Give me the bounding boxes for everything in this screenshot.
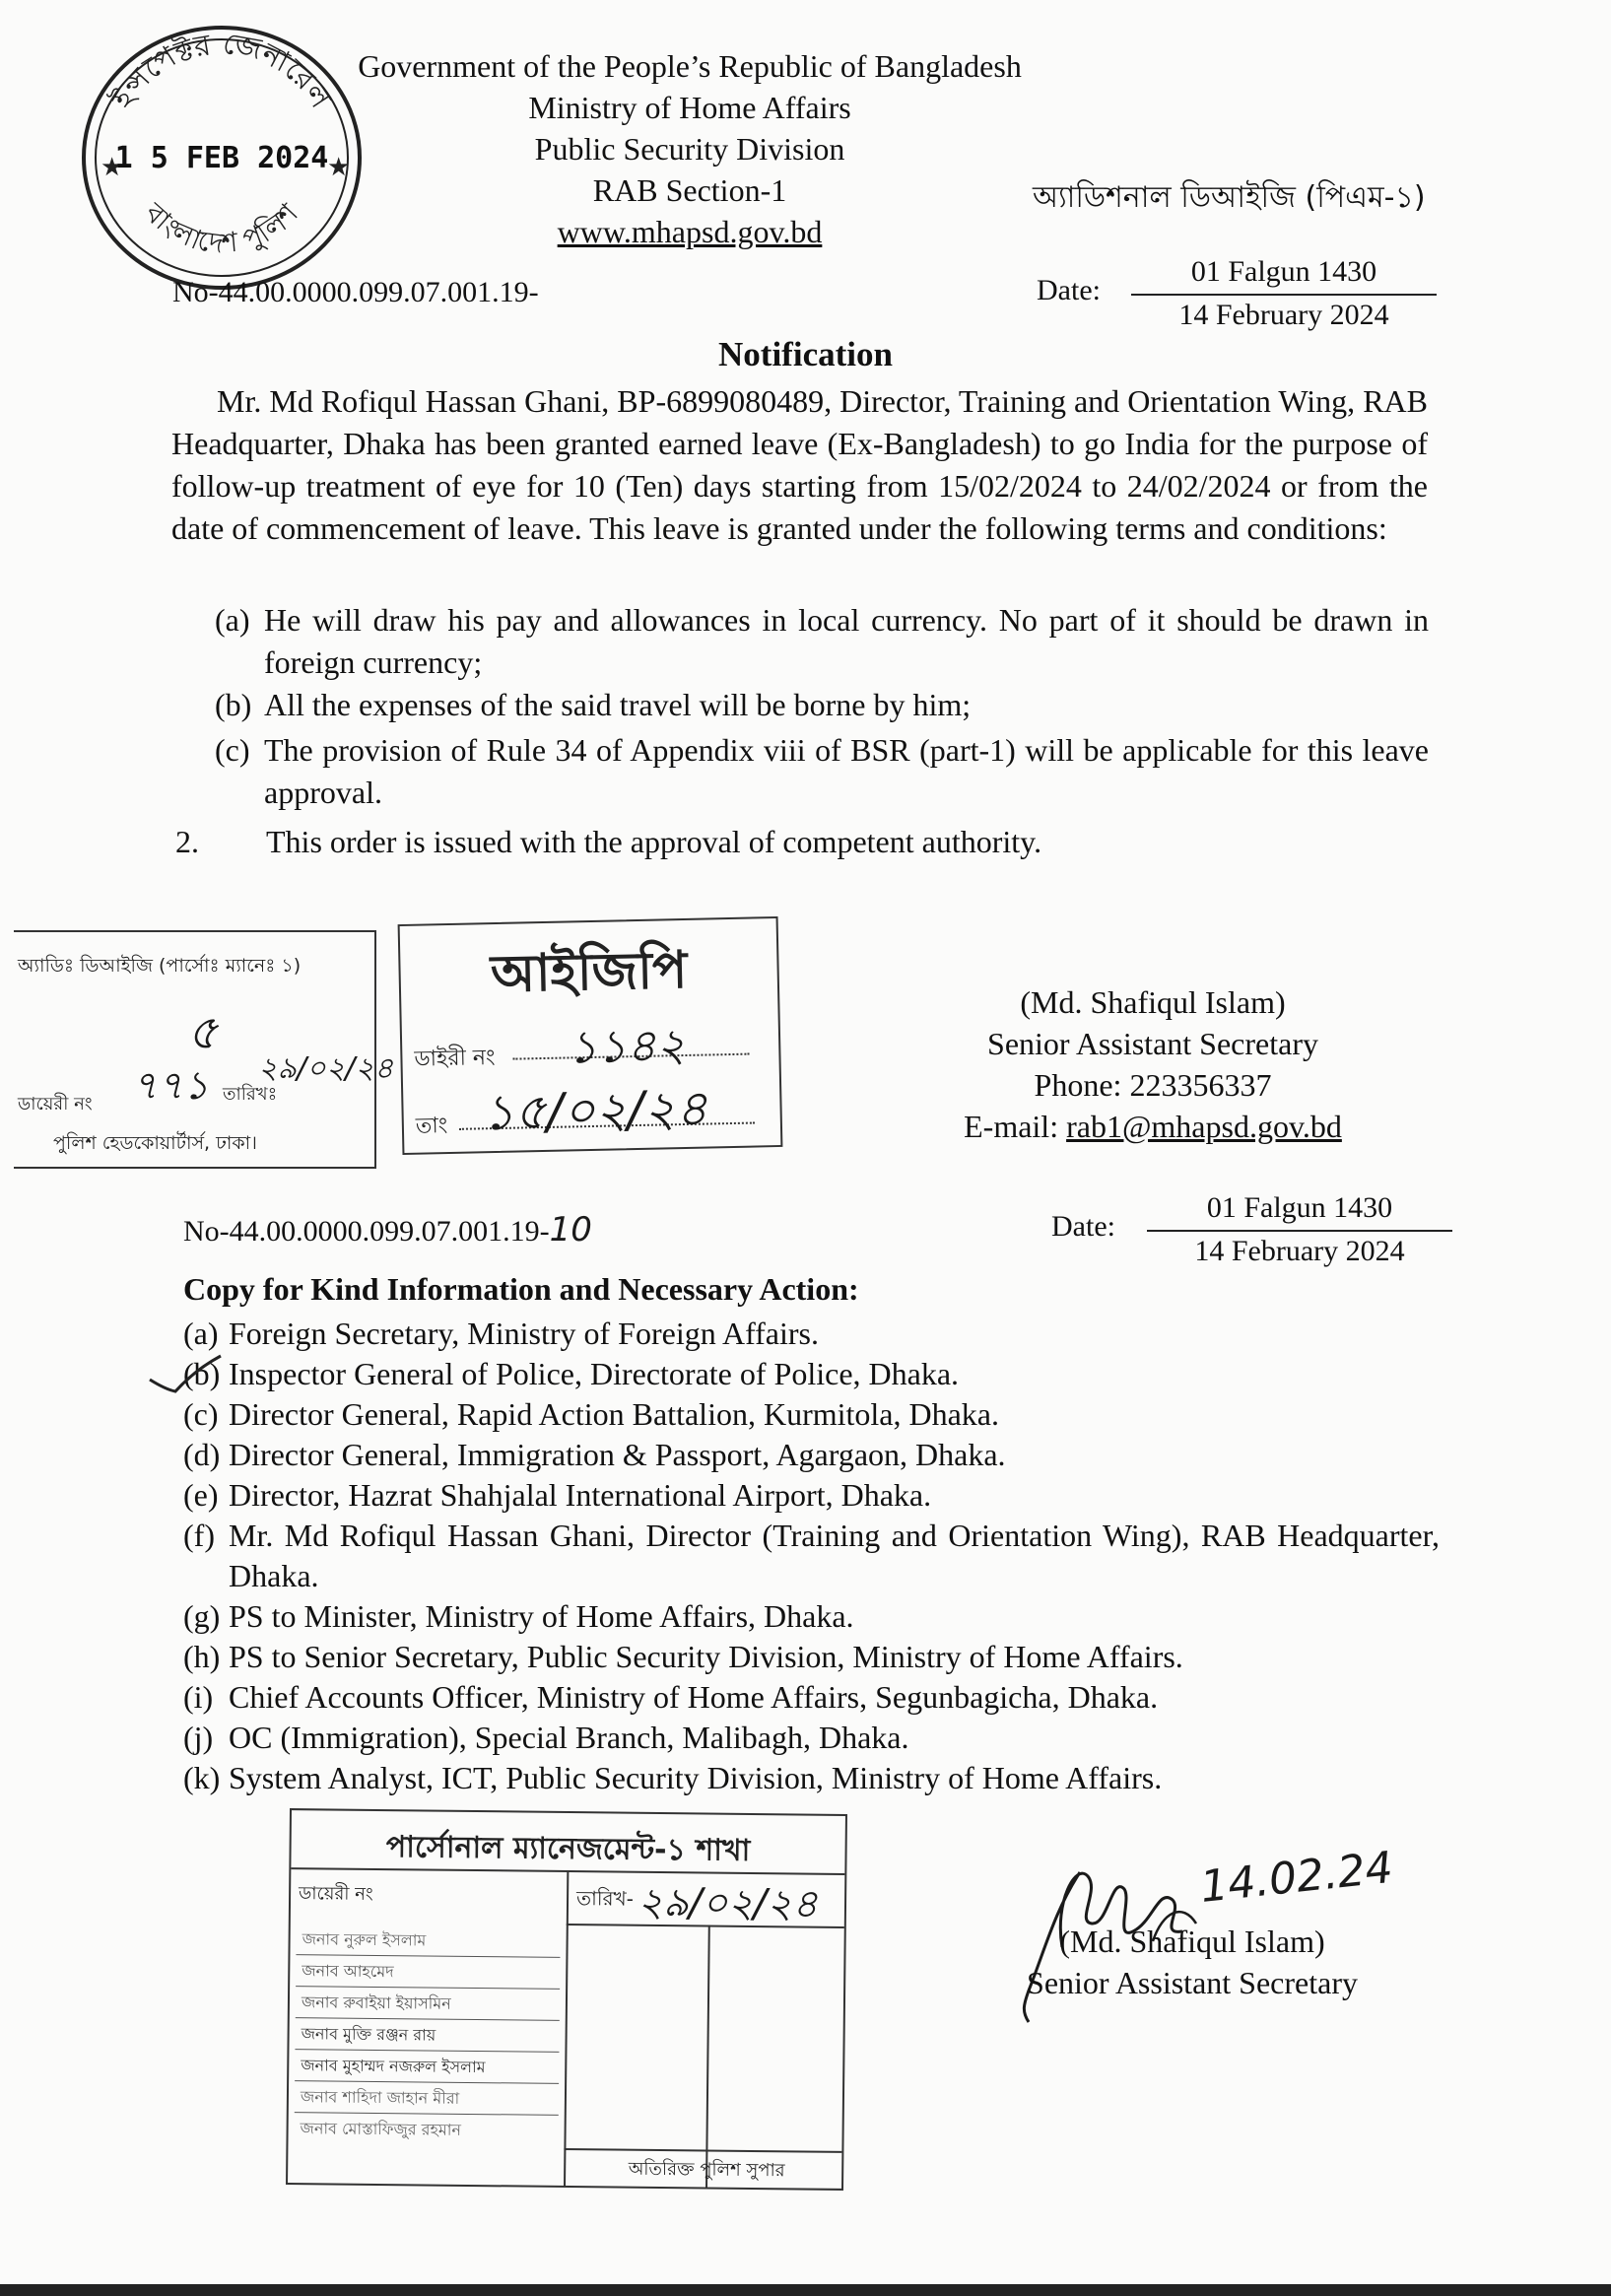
copy-item-text: Mr. Md Rofiqul Hassan Ghani, Director (Training and Orientation Wing), RAB Headquarter, Dhaka. [229, 1518, 1440, 1593]
round-stamp-date: 1 5 FEB 2024 [114, 141, 329, 175]
copy-item-label: (f) [183, 1518, 215, 1553]
header-section: RAB Section-1 [592, 172, 787, 208]
condition-label: (a) [215, 602, 250, 638]
branch-stamp [286, 1808, 847, 2191]
condition-text: He will draw his pay and allowances in local currency. No part of it should be drawn in foreign currency; [264, 602, 1429, 680]
copy-item-label: (h) [183, 1639, 221, 1674]
signatory1-designation: Senior Assistant Secretary [987, 1026, 1318, 1061]
copy-item-text: System Analyst, ICT, Public Security Division, Ministry of Home Affairs. [229, 1760, 1163, 1795]
signatory1-email-link[interactable]: rab1@mhapsd.gov.bd [1066, 1109, 1342, 1144]
header-website-wrap [345, 211, 1035, 252]
branch-stamp-divider [564, 2148, 841, 2153]
igp-stamp [398, 916, 783, 1155]
copy-list-title: Copy for Kind Information and Necessary Action: [183, 1271, 859, 1307]
memo-date [1131, 252, 1437, 335]
tick-mark-icon [146, 1350, 225, 1399]
branch-stamp-col-divider [564, 1870, 569, 2186]
igp-stamp-diary-label: ডাইরী নং [414, 1046, 496, 1072]
condition-label: (c) [215, 732, 250, 768]
copy-memo-ref [183, 1210, 592, 1249]
copy-memo-date [1147, 1188, 1452, 1271]
memo-date-english: 14 February 2024 [1178, 299, 1389, 331]
header-bangla-note: অ্যাডিশনাল ডিআইজি (পিএম-১) [1033, 180, 1426, 215]
branch-stamp-name: জনাব মুহাম্মদ নজরুল ইসলাম [301, 2056, 486, 2077]
svg-text:★: ★ [327, 153, 351, 182]
branch-stamp-diary-label: ডায়েরী নং [298, 1883, 373, 1905]
copy-item-text: Director, Hazrat Shahjalal International Airport, Dhaka. [229, 1477, 932, 1513]
branch-stamp-date: ২৯/০২/২৪ [637, 1879, 819, 1927]
copy-item-text: Director General, Rapid Action Battalion, Kurmitola, Dhaka. [229, 1396, 999, 1432]
branch-stamp-row-line [295, 2049, 559, 2053]
copy-item-text: Foreign Secretary, Ministry of Foreign Affairs. [229, 1316, 819, 1351]
igp-stamp-diary-no: ১১৪২ [567, 1017, 687, 1074]
condition-c [215, 729, 1429, 814]
branch-stamp-name: জনাব শাহিদা জাহান মীরা [300, 2087, 460, 2108]
copy-item [183, 1516, 1440, 1596]
signature-date: 14.02.24 [1197, 1842, 1396, 1913]
signatory1-email-label: E-mail: [964, 1109, 1067, 1144]
branch-stamp-date-label: তারিখ- [575, 1886, 635, 1911]
copy-item [183, 1435, 1440, 1475]
memo-date-bangla: 01 Falgun 1430 [1131, 252, 1437, 296]
scan-bottom-edge [0, 2284, 1611, 2296]
signatory1-email-row [906, 1106, 1399, 1147]
branch-stamp-row-line [295, 2080, 559, 2084]
received-stamp-diary-label: ডায়েরী নং [18, 1094, 93, 1114]
copy-item-text: PS to Minister, Ministry of Home Affairs, Dhaka. [229, 1598, 854, 1634]
copy-item [183, 1596, 1440, 1637]
header-ministry: Ministry of Home Affairs [528, 90, 851, 125]
memo-date-label: Date: [1037, 274, 1101, 306]
branch-stamp-name: জনাব নুরুল ইসলাম [302, 1929, 427, 1950]
header-website-link[interactable]: www.mhapsd.gov.bd [557, 214, 823, 249]
igp-stamp-date: ১৫/০২/২৪ [482, 1079, 708, 1142]
copy-item [183, 1394, 1440, 1435]
para2-label: 2. [175, 824, 199, 859]
branch-stamp-name: জনাব মুক্তি রঞ্জন রায় [301, 2024, 436, 2045]
condition-b [215, 684, 1429, 726]
received-stamp-left [14, 930, 394, 1169]
received-stamp-footer: পুলিশ হেডকোয়ার্টার্স, ঢাকা। [53, 1132, 257, 1154]
signatory2-designation: Senior Assistant Secretary [1027, 1965, 1358, 2000]
received-stamp-header: অ্যাডিঃ ডিআইজি (পার্সোঃ ম্যানেঃ ১) [18, 955, 302, 977]
copy-memo-date-english: 14 February 2024 [1194, 1235, 1405, 1267]
copy-item-text: OC (Immigration), Special Branch, Malibagh, Dhaka. [229, 1720, 909, 1755]
svg-text:★: ★ [101, 153, 124, 182]
copy-memo-date-label: Date: [1051, 1210, 1115, 1243]
copy-item-label: (g) [183, 1598, 221, 1634]
copy-memo-date-bangla: 01 Falgun 1430 [1147, 1188, 1452, 1232]
round-stamp-bottom-text: বাংলাদেশ পুলিশ [138, 196, 304, 260]
condition-label: (b) [215, 687, 252, 722]
branch-stamp-title: পার্সোনাল ম্যানেজমেন্ট-১ শাখা [385, 1830, 751, 1868]
notification-title: Notification [718, 335, 893, 373]
branch-stamp-row-line [296, 1954, 560, 1958]
received-stamp-hand-date: ২৯/০২/২৪ [258, 1051, 394, 1086]
copy-memo-ref-suffix: 10 [549, 1210, 592, 1249]
branch-stamp-name: জনাব মোস্তাফিজুর রহমান [300, 2119, 462, 2139]
copy-item-label: (b) [183, 1356, 221, 1391]
igp-stamp-title: আইজিপি [490, 940, 688, 1005]
copy-item-label: (d) [183, 1437, 221, 1472]
round-stamp-graphic [59, 12, 384, 307]
copy-item [183, 1758, 1440, 1798]
copy-item-label: (k) [183, 1760, 221, 1795]
branch-stamp-footer: অতিরিক্ত পুলিশ সুপার [628, 2158, 785, 2182]
received-stamp-date-label: তারিখঃ [223, 1084, 278, 1105]
copy-item-text: Director General, Immigration & Passport, Agargaon, Dhaka. [229, 1437, 1006, 1472]
copy-item [183, 1677, 1440, 1718]
round-stamp [59, 12, 384, 307]
para2-text: This order is issued with the approval of competent authority. [266, 824, 1042, 859]
signatory1-phone: Phone: 223356337 [1034, 1067, 1272, 1103]
round-stamp-top-text: ইন্সপেক্টর জেনারেল [105, 26, 338, 115]
copy-item-label: (j) [183, 1720, 214, 1755]
received-stamp-hand-number: ৭৭১ [132, 1063, 209, 1109]
copy-item [183, 1718, 1440, 1758]
copy-item [183, 1354, 1440, 1394]
branch-stamp-row-line [296, 1986, 560, 1990]
notification-body: Mr. Md Rofiqul Hassan Ghani, BP-6899080489, Director, Training and Orientation Wing, RAB Headquarter, Dhaka has been granted earned leave (Ex-Bangladesh) to go India for the purpose of follow-up treatment of eye for 10 (Ten) days starting from 15/02/2024 to 24/02/2024 or from the date of commencement of leave. This leave is granted under the following terms and conditions: [171, 383, 1428, 546]
header-division: Public Security Division [534, 131, 845, 167]
copy-item [183, 1637, 1440, 1677]
memo-ref-no: No-44.00.0000.099.07.001.19- [172, 276, 539, 308]
copy-item-label: (e) [183, 1477, 219, 1513]
branch-stamp-name: জনাব আহমেদ [302, 1961, 394, 1982]
copy-item-text: Chief Accounts Officer, Ministry of Home Affairs, Segunbagicha, Dhaka. [229, 1679, 1159, 1715]
signatory1-name: (Md. Shafiqul Islam) [1020, 984, 1286, 1020]
copy-item [183, 1475, 1440, 1516]
copy-item-label: (i) [183, 1679, 214, 1715]
branch-stamp-name: জনাব রুবাইয়া ইয়াসমিন [301, 1992, 451, 2013]
svg-text:বাংলাদেশ পুলিশ [138, 196, 304, 260]
copy-item [183, 1314, 1440, 1354]
copy-item-label: (c) [183, 1396, 219, 1432]
copy-item-text: PS to Senior Secretary, Public Security Division, Ministry of Home Affairs. [229, 1639, 1183, 1674]
signatory2-name: (Md. Shafiqul Islam) [1059, 1924, 1325, 1959]
igp-stamp-date-label: তাং [415, 1114, 448, 1139]
copy-item-label: (a) [183, 1316, 219, 1351]
condition-a [215, 599, 1429, 684]
branch-stamp-row-line [296, 2017, 560, 2021]
condition-text: All the expenses of the said travel will be borne by him; [264, 687, 972, 722]
copy-memo-ref-no: No-44.00.0000.099.07.001.19- [183, 1215, 550, 1248]
received-stamp-hand-mark: ৫ [187, 1005, 219, 1060]
branch-stamp-row-line [295, 2112, 559, 2116]
copy-item-text: Inspector General of Police, Directorate of Police, Dhaka. [229, 1356, 960, 1391]
header-government: Government of the People’s Republic of Bangladesh [358, 48, 1022, 84]
branch-stamp-col-divider [705, 1925, 710, 2188]
condition-text: The provision of Rule 34 of Appendix viii of BSR (part-1) will be applicable for this leave approval. [264, 732, 1429, 810]
